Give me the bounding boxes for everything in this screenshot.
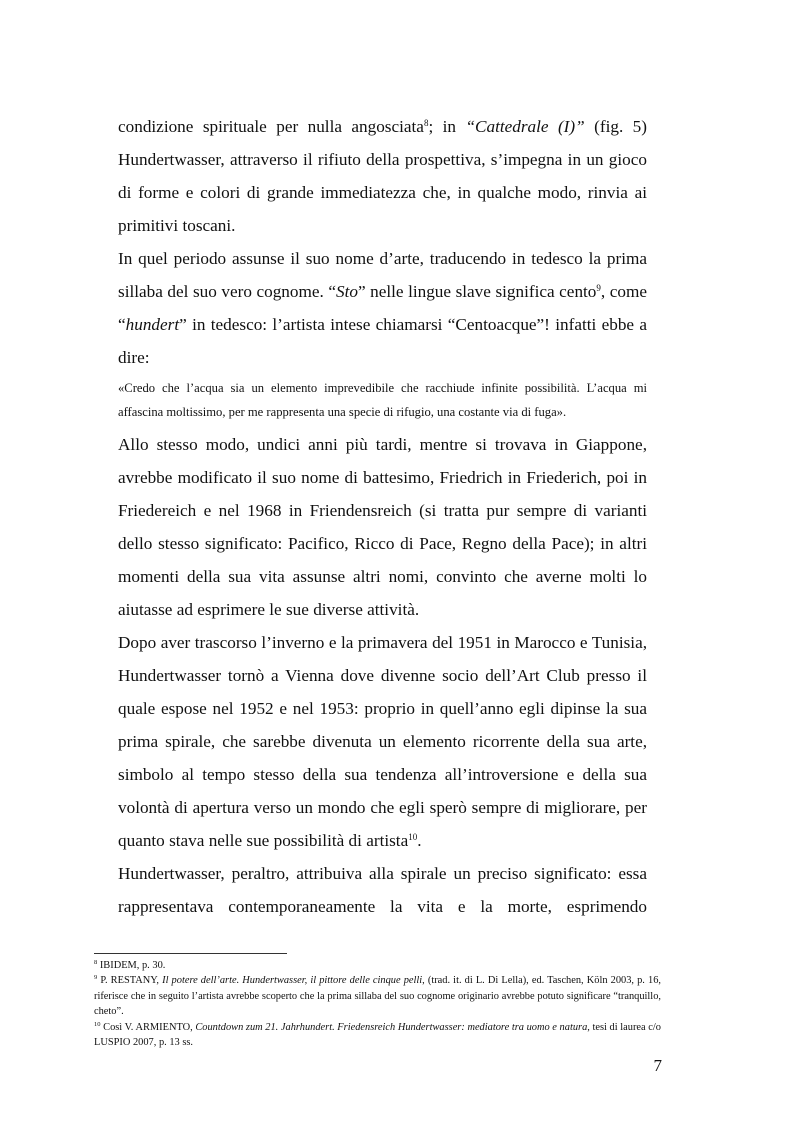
text-span: In quel periodo assunse il suo nome d’arte, traducendo in tedesco la prima sillaba del suo vero cognome. “ — [118, 249, 647, 301]
footnote-9 — [94, 973, 661, 1019]
paragraph-4 — [118, 626, 647, 857]
text-span: ; in — [428, 117, 466, 136]
text-span: ” in tedesco: l’artista intese chiamarsi “Centoacque”! infatti ebbe a dire: — [118, 315, 647, 367]
footnote-number: 10 — [94, 1020, 101, 1028]
main-text — [118, 110, 647, 923]
footnote-10 — [94, 1020, 661, 1051]
text-span: . — [417, 831, 422, 850]
footnote-ref-8[interactable]: 8 — [423, 118, 429, 128]
paragraph-3: Allo stesso modo, undici anni più tardi, mentre si trovava in Giappone, avrebbe modificato il suo nome di battesimo, Friedrich in Friederich, poi in Friedereich e nel 1968 in Friendensreich (si tratta pur sempre di varianti dello stesso significato: Pacifico, Ricco di Pace, Regno della Pace); in altri momenti della sua vita assunse altri nomi, convinto che averne molti lo aiutasse ad esprimere le sue diverse attività. — [118, 435, 647, 619]
footnote-text: P. RESTANY, — [97, 975, 163, 987]
block-quote: «Credo che l’acqua sia un elemento imprevedibile che racchiude infinite possibilità. L’acqua mi affascina moltissimo, per me rappresenta una specie di rifugio, una costante via di fuga». — [118, 381, 647, 419]
footnote-ref-9[interactable]: 9 — [596, 283, 601, 293]
footnote-text: IBIDEM, p. 30. — [97, 960, 166, 971]
footnote-ref-10[interactable]: 10 — [408, 832, 418, 842]
text-span: (fig. 5) Hundertwasser, attraverso il rifiuto della prospettiva, s’impegna in un gioco di forme e colori di grande immediatezza che, in qualche modo, rinvia ai primitivi toscani. — [118, 117, 647, 235]
footnotes — [94, 958, 661, 1050]
footnote-number: 8 — [94, 959, 98, 966]
thesis-title: Countdown zum 21. Jahrhundert. Friedensreich Hundertwasser: mediatore tra uomo e natura — [195, 1021, 588, 1033]
footnote-8 — [94, 958, 661, 973]
footnote-text: , (trad. it. di L. Di Lella), ed. Taschen, Köln 2003, p. 16, riferisce che in seguito l’artista avrebbe scoperto che la prima sillaba del suo cognome originario avrebbe potuto significare “tranquillo, cheto”. — [94, 975, 661, 1018]
text-span: Dopo aver trascorso l’inverno e la primavera del 1951 in Marocco e Tunisia, Hundertwasser tornò a Vienna dove divenne socio dell’Art Club presso il quale espose nel 1952 e nel 1953: proprio in quell’anno egli dipinse la sua prima spirale, che sarebbe divenuta un elemento ricorrente della sua arte, simbolo al tempo stesso della sua tendenza all’introversione e della sua volontà di apertura verso un mondo che egli sperò sempre di migliorare, per quanto stava nelle sue possibilità di artista — [118, 633, 647, 850]
text-span: ” nelle lingue slave significa cento — [357, 282, 597, 301]
italic-word: hundert — [125, 315, 180, 334]
paragraph-2 — [118, 242, 647, 374]
text-span: condizione spirituale per nulla angosciata — [118, 117, 424, 136]
paragraph-5: Hundertwasser, peraltro, attribuiva alla spirale un preciso significato: essa rappresentava contemporaneamente la vita e la morte, esprimendo — [118, 864, 647, 916]
artwork-title: “Cattedrale (I)” — [465, 117, 585, 136]
book-title: Il potere dell’arte. Hundertwasser, il pittore delle cinque pelli — [162, 975, 423, 987]
footnote-separator — [94, 953, 287, 954]
text-span: , come “ — [118, 282, 647, 334]
italic-word: Sto — [335, 282, 358, 301]
page-number: 7 — [653, 1056, 662, 1075]
footnote-text: , tesi di laurea c/o LUSPIO 2007, p. 13 ss. — [94, 1021, 661, 1049]
footnote-number: 9 — [94, 974, 98, 982]
paragraph-1 — [118, 110, 647, 242]
footnote-text: Così V. ARMIENTO, — [100, 1021, 196, 1033]
